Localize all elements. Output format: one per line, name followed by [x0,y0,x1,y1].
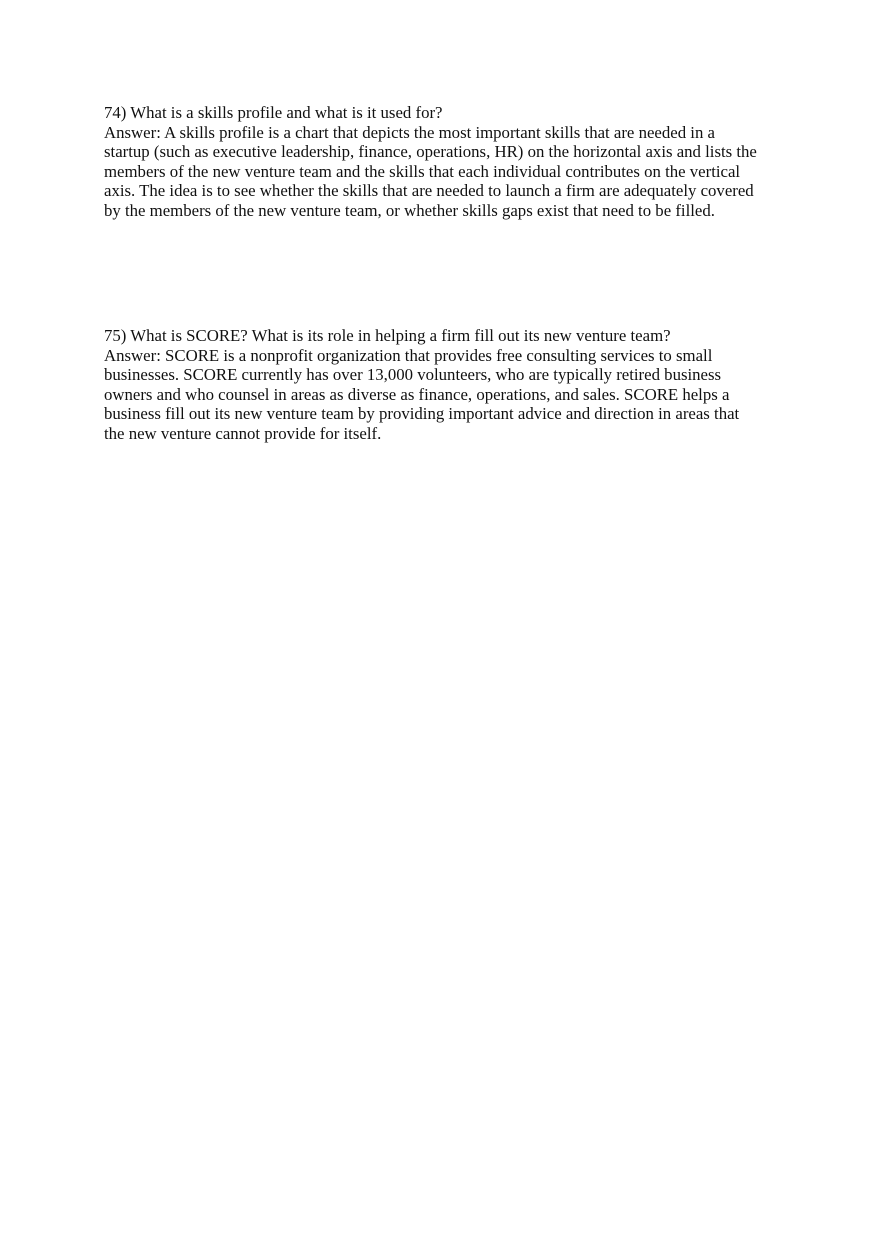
answer-74-line: members of the new venture team and the skills that each individual contributes on the vertical [104,161,741,181]
question-74-block [104,103,804,221]
answer-74-line: axis. The idea is to see whether the skills that are needed to launch a firm are adequately covered [104,181,754,201]
answer-74-line: by the members of the new venture team, or whether skills gaps exist that need to be filled. [104,200,715,220]
answer-75-line: the new venture cannot provide for itself. [104,423,382,443]
question-74-text: 74) What is a skills profile and what is it used for? [104,103,443,122]
answer-74-line: startup (such as executive leadership, finance, operations, HR) on the horizontal axis and lists the [104,142,757,162]
answer-75-line: business fill out its new venture team by providing important advice and direction in areas that [104,404,740,424]
answer-75-line: Answer: SCORE is a nonprofit organization that provides free consulting services to small [104,345,713,365]
question-75-block [104,326,804,444]
answer-75-line: businesses. SCORE currently has over 13,000 volunteers, who are typically retired business [104,365,722,385]
answer-74-line: Answer: A skills profile is a chart that depicts the most important skills that are needed in a [104,122,715,142]
question-75-text: 75) What is SCORE? What is its role in helping a firm fill out its new venture team? [104,326,671,345]
answer-75-line: owners and who counsel in areas as diverse as finance, operations, and sales. SCORE helps a [104,384,730,404]
